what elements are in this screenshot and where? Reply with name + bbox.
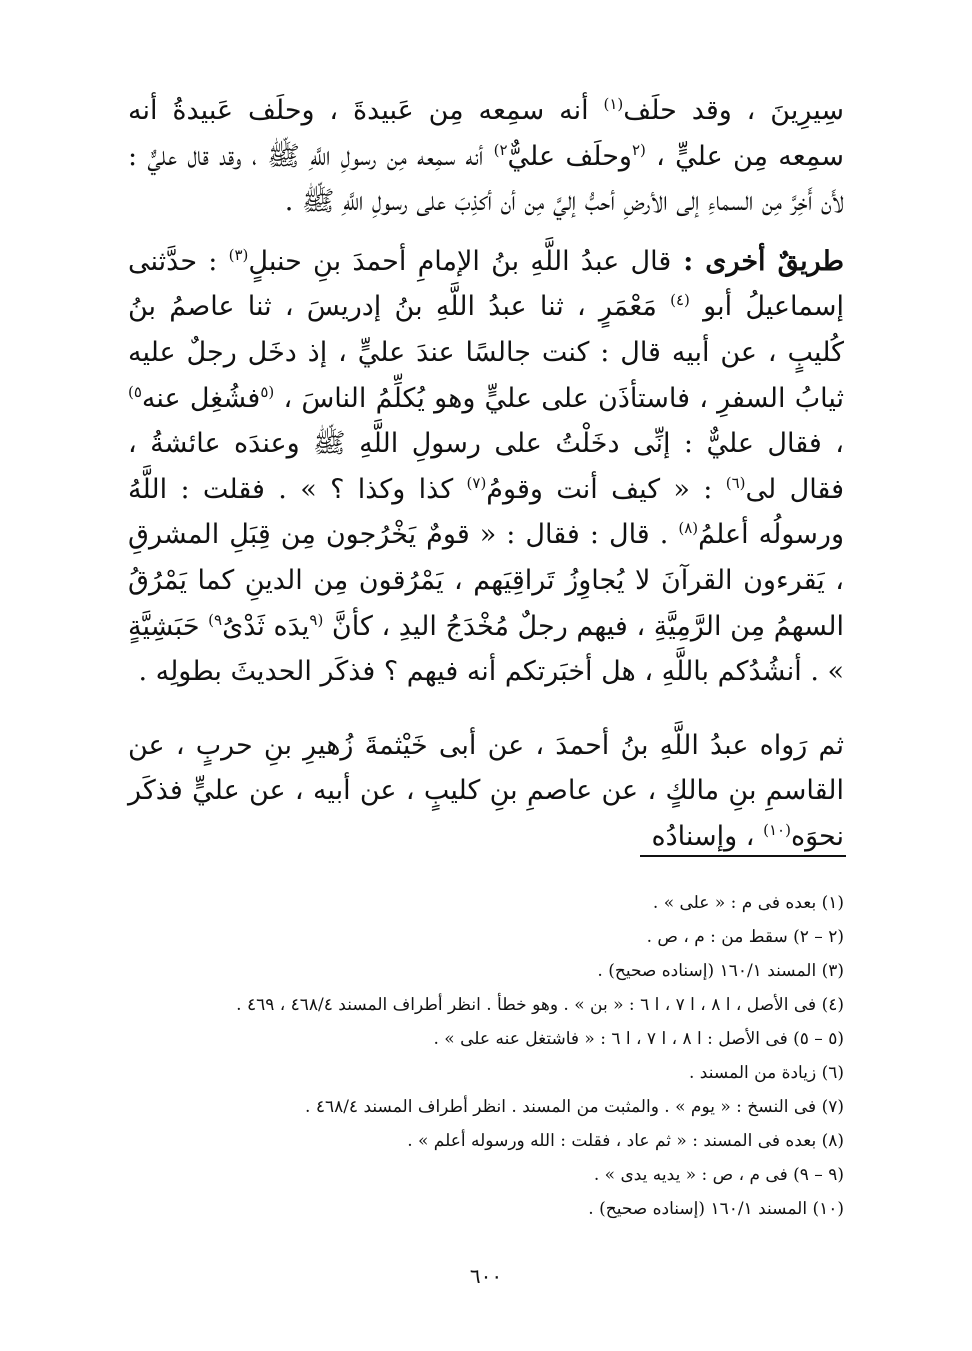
footnote-6: (٦) زيادة من المسند . [688, 1063, 844, 1083]
text-run: يدَه ثَدْىُ [222, 610, 310, 642]
footnote-marker: (٢ [631, 140, 646, 159]
footnote-marker: ٢) [493, 140, 508, 159]
footnote-marker: (٩ [309, 610, 324, 629]
footnote-marker: (٤) [670, 291, 690, 310]
paragraph-3 [128, 723, 844, 860]
text-run: ، فقال عليٌّ : إنِّى دخَلْتُ على رسولِ اللَّهِ ﷺ وعندَه عائشةُ ، فقال لى [128, 428, 844, 505]
footnotes [128, 886, 844, 1226]
text-run: : حدَّثنى إسماعيلُ أبو [128, 245, 844, 323]
text-run: أنه سمِعه مِن رسولِ اللَّهِ ﷺ ، وقد قال عليٌّ : لأَن أَخِرَّ مِن السماءِ إلى الأرضِ أحبُّ إليَّ مِن أن أكذِبَ على رسولِ اللَّهِ ﷺ . [128, 140, 844, 218]
footnote-marker: (١٠) [763, 820, 791, 839]
footnote-7: (٧) فى النسخ : « يوم » . والمثبت من المسند . انظر أطراف المسند ٤٦٨/٤ . [305, 1097, 844, 1117]
footnote-1: (١) بعده فى م : « على » . [652, 893, 844, 913]
footnote-marker: ٩) [208, 610, 223, 629]
text-run: سِيرِينَ ، وقد حلَف [623, 95, 845, 126]
footnote-5: (٥ – ٥) فى الأصل : ا ٨ ، ا ٧ ، ا ٦ : « فاشتغل عنه على » . [433, 1029, 844, 1049]
footnote-marker: (٥ [260, 382, 275, 401]
footnote-8: (٨) بعده فى المسند : « ثم عاد ، فقلت : الله ورسوله أعلم » . [407, 1131, 844, 1151]
footnote-4: (٤) فى الأصل ، ا ٨ ، ا ٧ ، ا ٦ : « بن » . وهو خطأ . انظر أطراف المسند ٤٦٨/٤ ، ٤٦٩ . [236, 995, 844, 1015]
footnote-3: (٣) المسند ١٦٠/١ (إسناده صحيح) . [597, 961, 844, 981]
footnote-marker: (٣) [228, 245, 249, 264]
text-run: وحلَف عليٌّ [507, 140, 632, 172]
text-run: : « كيف أنت وقومُ [486, 473, 726, 505]
footnote-9: (٩ – ٩) فى م ، ص : « يديه يدى » . [593, 1165, 844, 1185]
page-number: ٦٠٠ [469, 1264, 503, 1288]
text-run: فشُغِل عنه [141, 382, 261, 414]
footnote-marker: ٥) [128, 382, 142, 401]
paragraph-1 [128, 88, 844, 225]
text-run: قال عبدُ اللَّهِ بنُ الإمامِ أحمدَ بنِ حنبلٍ [248, 245, 672, 277]
text-run: . قال : فقال : « قومٌ يَخْرُجون مِن قِبَلِ المشرقِ ، يَقرءون القرآنَ لا يُجاوِزُ تَراقِيَهم ، يَمْرُقون مِن الدينِ كما يَمْرُقُ السهمُ مِن الرَّمِيَّةِ ، فيهم رجلٌ مُخْدَجُ اليدِ ، كأنَّ [128, 519, 844, 642]
text-run: حَبَشِيَّةٍ » . أنشُدُكم باللَّهِ ، هل أخبَرتكم أنه فيهم ؟ فذكَر الحديثَ بطولِه . [128, 610, 844, 688]
footnote-separator [640, 855, 846, 857]
text-run: كذا وكذا ؟ » . فقلت : اللَّهُ ورسولُه أعلمُ [128, 473, 844, 551]
footnote-marker: (٧) [466, 473, 487, 492]
text-run: أنه سمِعه مِن عَبيدةَ ، وحلَف عَبيدةُ أنه سمِعه مِن عليٍّ ، [128, 95, 844, 172]
main-text [128, 88, 844, 860]
footnote-marker: (١) [603, 95, 624, 113]
text-run: ، وإسنادُه [651, 820, 764, 852]
text-run: ثم رَواه عبدُ اللَّهِ بنُ أحمدَ ، عن أبى خَيْثمةَ زُهيرِ بنِ حربٍ ، عن القاسمِ بنِ مالكٍ ، عن عاصمِ بنِ كليبٍ ، عن أبيه ، عن عليٍّ فذكَر نحوَه [128, 729, 844, 852]
footnote-marker: (٨) [678, 519, 699, 538]
footnote-10: (١٠) المسند ١٦٠/١ (إسناده صحيح) . [588, 1199, 844, 1219]
footnote-2: (٢ – ٢) سقط من : م ، ص . [646, 927, 844, 947]
footnote-marker: (٦) [725, 473, 746, 492]
paragraph-2 [128, 239, 844, 695]
text-run: مَعْمَرٍ ، ثنا عبدُ اللَّهِ بنُ إدريسَ ، ثنا عاصمُ بنُ كُليبٍ ، عن أبيه قال : كنت جالسًا عندَ عليٍّ ، إذ دخَل رجلٌ عليه ثيابُ السفرِ ، فاستأذَن على عليٍّ وهو يُكلِّمُ الناسَ ، [128, 291, 844, 414]
section-heading: طريقٌ أخرى : [671, 245, 845, 277]
